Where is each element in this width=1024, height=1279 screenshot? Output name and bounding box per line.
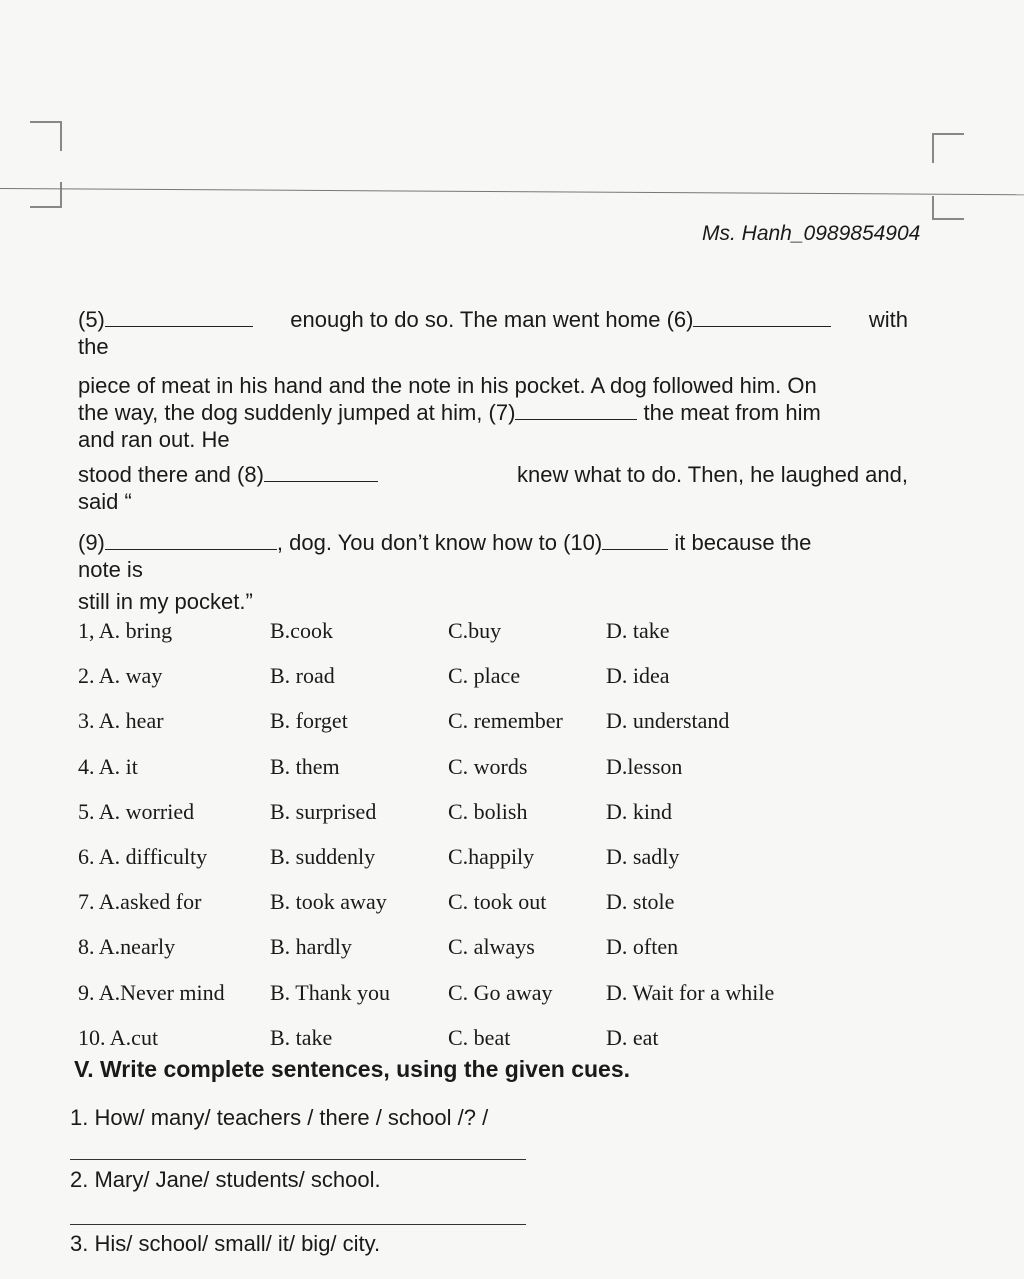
passage-paragraph <box>78 306 908 360</box>
option-d: D. Wait for a while <box>606 979 775 1005</box>
passage-text: the way, the dog suddenly jumped at him, (7) <box>78 400 516 425</box>
option-a: 7. A.asked for <box>78 889 202 915</box>
option-d: D.lesson <box>606 753 683 779</box>
passage-text: stood there and (8) <box>78 462 264 487</box>
option-b: B. take <box>270 1024 333 1050</box>
option-row <box>78 708 838 753</box>
option-d: D. sadly <box>606 843 680 869</box>
option-d: D. stole <box>606 889 675 915</box>
passage-text: and ran out. He <box>78 427 230 452</box>
option-d: D. often <box>606 934 679 960</box>
option-a: 2. A. way <box>78 663 163 689</box>
option-row <box>78 934 838 979</box>
option-c: C. bolish <box>448 798 528 824</box>
option-b: B. took away <box>270 889 387 915</box>
option-c: C.buy <box>448 618 502 643</box>
passage-text: note is <box>78 557 143 582</box>
answer-blank <box>515 401 637 420</box>
option-row <box>78 618 838 663</box>
exercise-item: 3. His/ school/ small/ it/ big/ city. <box>70 1231 381 1256</box>
option-b: B. forget <box>270 708 348 734</box>
passage-text: the meat from him <box>643 400 821 425</box>
option-b: B. hardly <box>270 934 352 960</box>
answer-blank <box>105 531 277 550</box>
passage-text: piece of meat in his hand and the note in his pocket. A dog followed him. On <box>78 373 817 398</box>
answer-blank <box>105 308 253 327</box>
option-a: 9. A.Never mind <box>78 979 225 1005</box>
passage-paragraph <box>78 461 908 515</box>
option-a: 6. A. difficulty <box>78 843 208 869</box>
blank-number: (5) <box>78 307 105 332</box>
crop-mark <box>30 182 62 208</box>
passage-paragraph <box>78 529 908 583</box>
multiple-choice-options <box>78 618 838 1070</box>
option-b: B. road <box>270 663 335 689</box>
option-b: B. surprised <box>270 798 377 824</box>
option-c: C. Go away <box>448 979 553 1005</box>
answer-line <box>70 1224 526 1225</box>
option-b: B. Thank you <box>270 979 390 1005</box>
option-b: B. suddenly <box>270 843 376 869</box>
exercise-item: 2. Mary/ Jane/ students/ school. <box>70 1167 381 1192</box>
option-d: D. understand <box>606 708 730 734</box>
option-a: 8. A.nearly <box>78 934 176 960</box>
option-a: 4. A. it <box>78 753 138 779</box>
option-row <box>78 980 838 1025</box>
author-header: Ms. Hanh_0989854904 <box>702 222 921 245</box>
exercise-item: 1. How/ many/ teachers / there / school /? / <box>70 1105 489 1130</box>
option-c: C.happily <box>448 843 535 869</box>
option-c: C. always <box>448 934 535 960</box>
section-title: V. Write complete sentences, using the given cues. <box>74 1056 631 1082</box>
option-c: C. remember <box>448 708 563 734</box>
answer-line <box>70 1159 526 1160</box>
blank-number: (9) <box>78 530 105 555</box>
option-d: D. idea <box>606 663 670 689</box>
option-c: C. words <box>448 753 528 779</box>
option-row <box>78 844 838 889</box>
option-row <box>78 754 838 799</box>
option-c: C. beat <box>448 1024 511 1050</box>
passage-text: it because the <box>674 530 812 555</box>
answer-blank <box>264 463 378 482</box>
option-d: D. kind <box>606 798 672 824</box>
option-row <box>78 889 838 934</box>
passage-text: knew what to do. Then, he laughed and, <box>517 462 908 487</box>
answer-blank <box>693 308 831 327</box>
header-rule <box>0 188 1024 195</box>
option-d: D. take <box>606 618 670 643</box>
option-b: B. them <box>270 753 340 779</box>
option-c: C. took out <box>448 889 547 915</box>
option-a: 5. A. worried <box>78 798 195 824</box>
crop-mark <box>932 133 964 163</box>
option-row <box>78 663 838 708</box>
passage-text: the <box>78 334 109 359</box>
passage-text: with <box>868 307 908 332</box>
passage-paragraph <box>78 588 908 615</box>
answer-blank <box>602 531 668 550</box>
option-b: B.cook <box>270 618 333 643</box>
passage-paragraph <box>78 372 908 453</box>
passage-text: , dog. You don’t know how to (10) <box>276 530 603 555</box>
passage-text: enough to do so. The man went home (6) <box>290 307 694 332</box>
option-row <box>78 799 838 844</box>
option-d: D. eat <box>606 1024 659 1050</box>
crop-mark <box>30 121 62 151</box>
option-c: C. place <box>448 663 521 689</box>
passage-text: said “ <box>78 489 132 514</box>
option-a: 1, A. bring <box>78 618 173 643</box>
passage-text: still in my pocket.” <box>78 589 253 614</box>
option-a: 3. A. hear <box>78 708 164 734</box>
crop-mark <box>932 196 964 220</box>
option-a: 10. A.cut <box>78 1024 159 1050</box>
